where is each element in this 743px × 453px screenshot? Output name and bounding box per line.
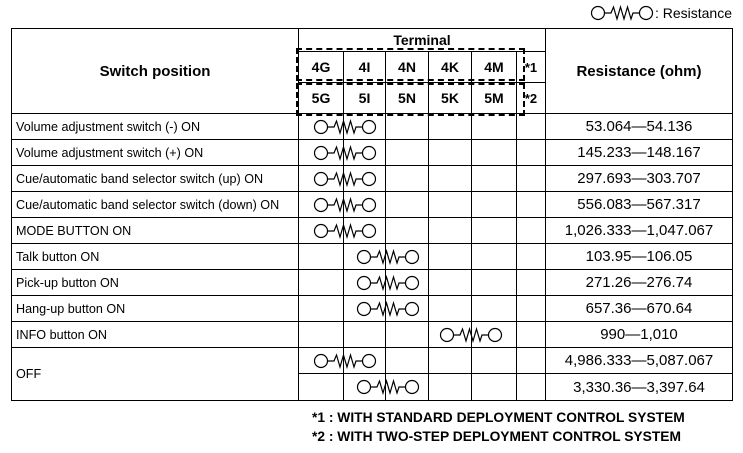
terminal-cell-m xyxy=(472,244,517,270)
terminal-cell-m xyxy=(472,322,517,348)
terminal-4g: 4G xyxy=(299,52,344,83)
table-row xyxy=(12,270,733,296)
terminal-cell-k xyxy=(429,296,472,322)
terminal-5n: 5N xyxy=(386,83,429,114)
terminal-cell-note xyxy=(517,270,546,296)
switch-position-cell: OFF xyxy=(12,348,299,401)
header-terminal: Terminal xyxy=(299,29,546,52)
terminal-cell-i xyxy=(344,218,386,244)
terminal-cell-k xyxy=(429,114,472,140)
terminal-cell-g xyxy=(299,296,344,322)
terminal-cell-i xyxy=(344,296,386,322)
table-row xyxy=(12,244,733,270)
terminal-cell-g xyxy=(299,348,344,374)
terminal-cell-g xyxy=(299,166,344,192)
resistance-value: 556.083—567.317 xyxy=(546,192,733,218)
resistance-value: 1,026.333—1,047.067 xyxy=(546,218,733,244)
terminal-cell-note xyxy=(517,192,546,218)
note-marker-1: *1 xyxy=(517,52,546,83)
footnote-2: *2 : WITH TWO-STEP DEPLOYMENT CONTROL SYSTEM xyxy=(312,429,681,444)
terminal-cell-k xyxy=(429,218,472,244)
terminal-cell-m xyxy=(472,374,517,401)
terminal-cell-n xyxy=(386,218,429,244)
terminal-cell-m xyxy=(472,192,517,218)
terminal-4i: 4I xyxy=(344,52,386,83)
terminal-cell-note xyxy=(517,218,546,244)
terminal-cell-g xyxy=(299,270,344,296)
terminal-cell-note xyxy=(517,374,546,401)
terminal-5i: 5I xyxy=(344,83,386,114)
terminal-cell-g xyxy=(299,114,344,140)
terminal-cell-k xyxy=(429,166,472,192)
footnote-1: *1 : WITH STANDARD DEPLOYMENT CONTROL SYSTEM xyxy=(312,410,685,425)
terminal-cell-g xyxy=(299,192,344,218)
resistance-legend xyxy=(590,4,732,22)
terminal-cell-n xyxy=(386,244,429,270)
resistance-value: 4,986.333—5,087.067 xyxy=(546,348,733,374)
terminal-cell-n xyxy=(386,114,429,140)
terminal-cell-n xyxy=(386,296,429,322)
switch-position-cell: Hang-up button ON xyxy=(12,296,299,322)
terminal-cell-i xyxy=(344,114,386,140)
switch-position-cell: Talk button ON xyxy=(12,244,299,270)
legend-label: : Resistance xyxy=(654,5,732,21)
terminal-cell-k xyxy=(429,192,472,218)
resistance-symbol-icon xyxy=(590,4,654,22)
switch-position-cell: MODE BUTTON ON xyxy=(12,218,299,244)
table-row xyxy=(12,348,733,374)
table-row xyxy=(12,140,733,166)
switch-position-cell: Pick-up button ON xyxy=(12,270,299,296)
terminal-cell-n xyxy=(386,192,429,218)
terminal-cell-n xyxy=(386,140,429,166)
terminal-cell-k xyxy=(429,348,472,374)
resistance-value: 3,330.36—3,397.64 xyxy=(546,374,733,401)
switch-position-cell: Cue/automatic band selector switch (down) ON xyxy=(12,192,299,218)
terminal-cell-i xyxy=(344,140,386,166)
resistance-value: 657.36—670.64 xyxy=(546,296,733,322)
terminal-cell-i xyxy=(344,270,386,296)
terminal-4m: 4M xyxy=(472,52,517,83)
terminal-cell-n xyxy=(386,374,429,401)
switch-position-cell: Volume adjustment switch (-) ON xyxy=(12,114,299,140)
terminal-5m: 5M xyxy=(472,83,517,114)
terminal-cell-g xyxy=(299,374,344,401)
header-switch-position: Switch position xyxy=(12,29,299,114)
resistance-value: 297.693—303.707 xyxy=(546,166,733,192)
table-row xyxy=(12,192,733,218)
terminal-cell-m xyxy=(472,270,517,296)
terminal-cell-i xyxy=(344,166,386,192)
terminal-cell-i xyxy=(344,192,386,218)
terminal-cell-n xyxy=(386,166,429,192)
terminal-cell-k xyxy=(429,244,472,270)
terminal-cell-m xyxy=(472,296,517,322)
terminal-cell-m xyxy=(472,114,517,140)
table-row xyxy=(12,114,733,140)
resistance-spec-table xyxy=(11,28,733,401)
switch-position-cell: Volume adjustment switch (+) ON xyxy=(12,140,299,166)
terminal-4k: 4K xyxy=(429,52,472,83)
terminal-cell-g xyxy=(299,218,344,244)
terminal-cell-n xyxy=(386,270,429,296)
terminal-cell-k xyxy=(429,270,472,296)
resistance-value: 103.95—106.05 xyxy=(546,244,733,270)
terminal-cell-i xyxy=(344,374,386,401)
terminal-cell-note xyxy=(517,140,546,166)
terminal-cell-k xyxy=(429,374,472,401)
resistance-value: 145.233—148.167 xyxy=(546,140,733,166)
terminal-cell-note xyxy=(517,244,546,270)
terminal-cell-i xyxy=(344,244,386,270)
terminal-cell-n xyxy=(386,348,429,374)
terminal-cell-note xyxy=(517,322,546,348)
terminal-4n: 4N xyxy=(386,52,429,83)
resistance-value: 53.064—54.136 xyxy=(546,114,733,140)
resistance-value: 990—1,010 xyxy=(546,322,733,348)
terminal-cell-k xyxy=(429,140,472,166)
terminal-cell-m xyxy=(472,166,517,192)
terminal-cell-k xyxy=(429,322,472,348)
terminal-cell-m xyxy=(472,218,517,244)
terminal-cell-n xyxy=(386,322,429,348)
table-row xyxy=(12,296,733,322)
terminal-cell-note xyxy=(517,166,546,192)
terminal-cell-note xyxy=(517,114,546,140)
terminal-cell-i xyxy=(344,322,386,348)
table-row xyxy=(12,322,733,348)
terminal-cell-i xyxy=(344,348,386,374)
terminal-5k: 5K xyxy=(429,83,472,114)
terminal-cell-m xyxy=(472,348,517,374)
terminal-cell-g xyxy=(299,322,344,348)
header-resistance: Resistance (ohm) xyxy=(546,29,733,114)
terminal-cell-note xyxy=(517,296,546,322)
table-row xyxy=(12,166,733,192)
terminal-cell-m xyxy=(472,140,517,166)
note-marker-2: *2 xyxy=(517,83,546,114)
terminal-5g: 5G xyxy=(299,83,344,114)
table-row xyxy=(12,218,733,244)
terminal-cell-g xyxy=(299,244,344,270)
switch-position-cell: INFO button ON xyxy=(12,322,299,348)
switch-position-cell: Cue/automatic band selector switch (up) ON xyxy=(12,166,299,192)
resistance-value: 271.26—276.74 xyxy=(546,270,733,296)
terminal-cell-note xyxy=(517,348,546,374)
terminal-cell-g xyxy=(299,140,344,166)
